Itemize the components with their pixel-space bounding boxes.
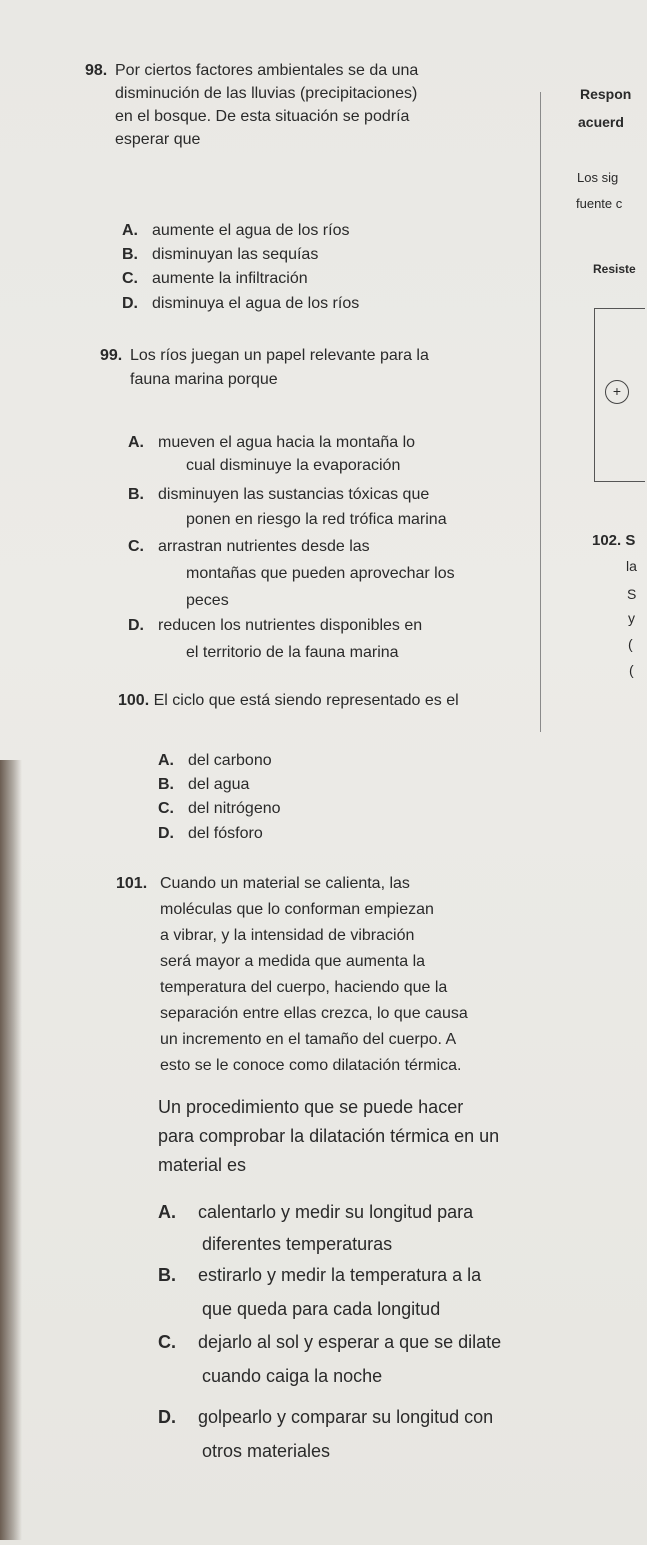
right-column-fragment: (	[629, 662, 634, 678]
option-101-d[interactable]: D. golpearlo y comparar su longitud con otros materiales	[158, 1407, 494, 1461]
question-102-fragment: 102. S	[592, 532, 636, 549]
option-99-a[interactable]: A. mueven el agua hacia la montaña lo cual disminuye la evaporación	[128, 434, 416, 474]
option-100-b[interactable]: B. del agua	[158, 776, 250, 793]
option-100-d[interactable]: D. del fósforo	[158, 825, 263, 842]
battery-plus-icon: +	[605, 380, 629, 404]
question-line: en el bosque. De esta situación se podría	[115, 108, 410, 125]
question-number: 100.	[118, 692, 150, 709]
option-101-a[interactable]: A. calentarlo y medir su longitud para diferentes temperaturas	[158, 1202, 474, 1254]
question-text: El ciclo que está siendo representado es el	[153, 692, 459, 709]
option-98-d[interactable]: D. disminuya el agua de los ríos	[122, 295, 360, 312]
option-98-b[interactable]: B. disminuyan las sequías	[122, 246, 319, 263]
right-column-fragment: S	[627, 586, 637, 602]
finger-shadow	[0, 760, 22, 1540]
option-100-c[interactable]: C. del nitrógeno	[158, 800, 281, 817]
right-column-resiste: Resiste	[593, 262, 636, 276]
option-100-a[interactable]: A. del carbono	[158, 752, 272, 769]
right-column-fuente: fuente c	[576, 196, 623, 211]
column-divider	[540, 92, 541, 732]
right-column-acuerd: acuerd	[578, 114, 624, 130]
right-column-respon: Respon	[580, 86, 632, 102]
question-line: fauna marina porque	[130, 371, 278, 388]
question-line: disminución de las lluvias (precipitaciones)	[115, 85, 418, 102]
option-101-b[interactable]: B. estirarlo y medir la temperatura a la que queda para cada longitud	[158, 1265, 482, 1319]
right-column-los-sig: Los sig	[577, 170, 619, 185]
option-98-a[interactable]: A. aumente el agua de los ríos	[122, 222, 350, 239]
option-98-c[interactable]: C. aumente la infiltración	[122, 270, 308, 287]
question-line: esperar que	[115, 131, 201, 148]
option-99-c[interactable]: C. arrastran nutrientes desde las montañas que pueden aprovechar los peces	[128, 538, 455, 609]
question-99	[100, 345, 429, 390]
question-number: 98.	[85, 62, 108, 79]
option-101-c[interactable]: C. dejarlo al sol y esperar a que se dilate cuando caiga la noche	[158, 1332, 502, 1386]
question-number: 101.	[116, 875, 148, 892]
question-100	[118, 690, 459, 711]
option-99-d[interactable]: D. reducen los nutrientes disponibles en el territorio de la fauna marina	[128, 617, 423, 661]
question-number: 99.	[100, 347, 123, 364]
question-101: 101. Cuando un material se calienta, las moléculas que lo conforman empiezan a vibrar, y la intensidad de vibración será mayor a medida que aumenta la temperatura del cuerpo, haciendo que la separación entre ellas crezca, lo que causa un incremento en el tamaño del cuerpo. A esto se le conoce como dilatación térmica.	[116, 875, 468, 1074]
question-98	[85, 60, 419, 150]
option-99-b[interactable]: B. disminuyen las sustancias tóxicas que ponen en riesgo la red trófica marina	[128, 486, 447, 528]
right-column-fragment: (	[628, 636, 633, 652]
question-101-prompt: Un procedimiento que se puede hacer para comprobar la dilatación térmica en un material es	[158, 1097, 500, 1175]
question-line: Los ríos juegan un papel relevante para la	[130, 347, 429, 364]
right-column-fragment: y	[628, 610, 635, 626]
right-column-fragment: la	[626, 558, 637, 574]
question-line: Por ciertos factores ambientales se da una	[115, 62, 419, 79]
